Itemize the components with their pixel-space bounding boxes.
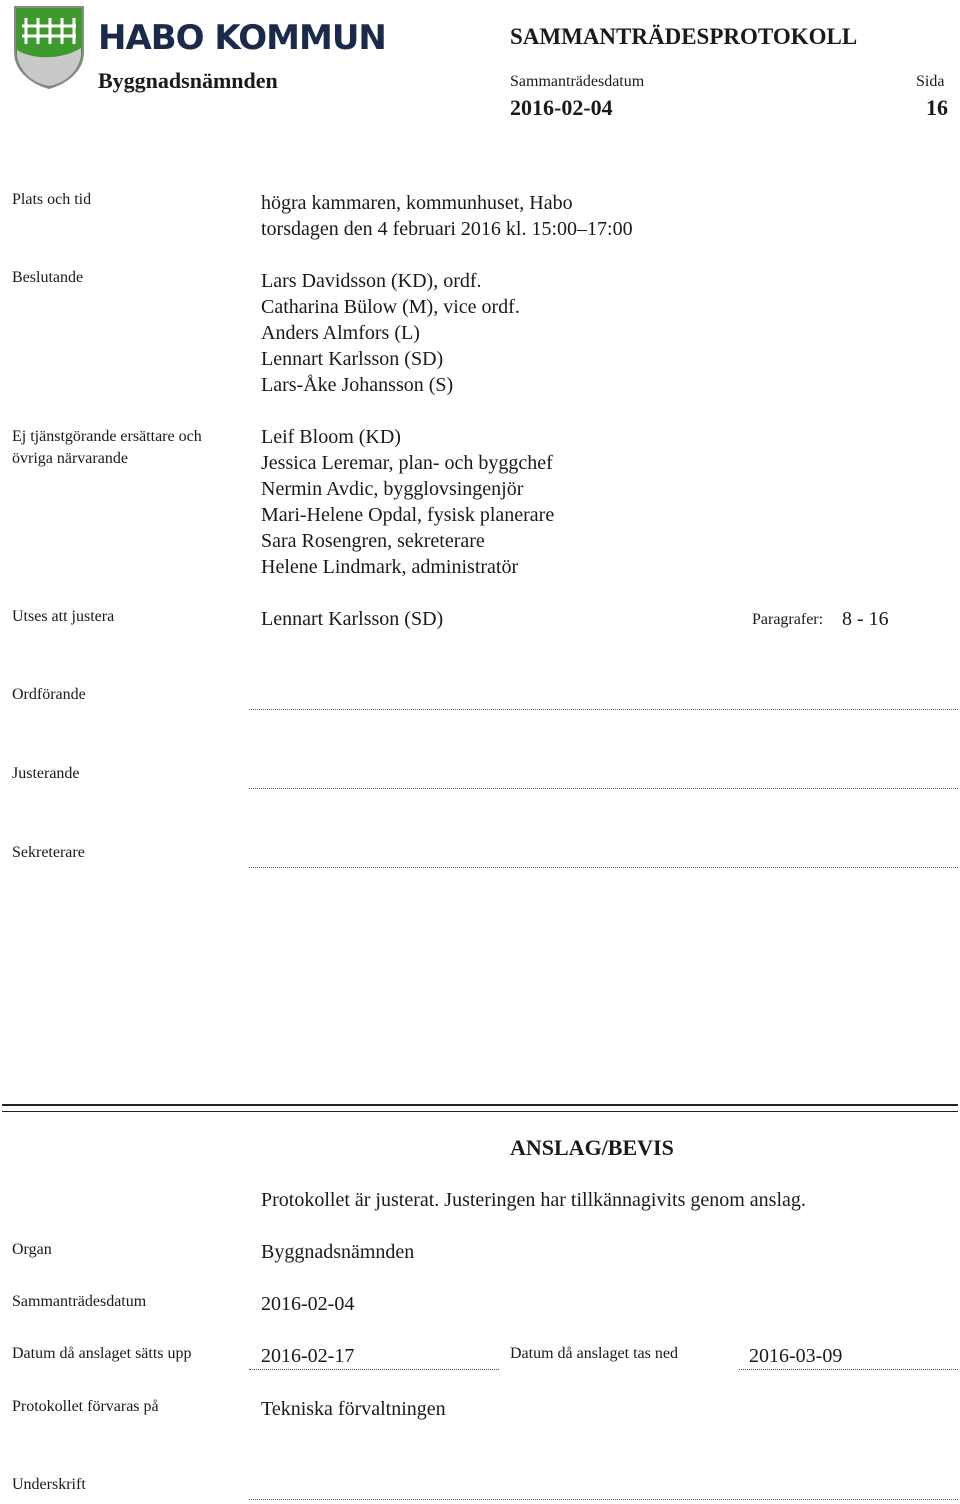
list-item: Leif Bloom (KD) bbox=[261, 426, 401, 448]
list-item: Lars Davidsson (KD), ordf. bbox=[261, 270, 482, 292]
list-item: Anders Almfors (L) bbox=[261, 322, 420, 344]
list-item: Catharina Bülow (M), vice ordf. bbox=[261, 296, 520, 318]
secretary-label: Sekreterare bbox=[12, 844, 85, 861]
adjuster-signature-line[interactable] bbox=[249, 788, 958, 789]
paragraphs-label: Paragrafer: bbox=[752, 611, 824, 628]
posted-date-value[interactable]: 2016-02-17 bbox=[261, 1345, 355, 1367]
document-type: SAMMANTRÄDESPROTOKOLL bbox=[510, 24, 858, 49]
deciding-label: Beslutande bbox=[12, 269, 84, 286]
place-label: Plats och tid bbox=[12, 191, 92, 208]
signature-label: Underskrift bbox=[12, 1476, 86, 1493]
notice-date-value: 2016-02-04 bbox=[261, 1293, 355, 1315]
list-item: Mari-Helene Opdal, fysisk planerare bbox=[261, 504, 555, 526]
meeting-date-label: Sammanträdesdatum bbox=[510, 73, 645, 90]
organ-label: Organ bbox=[12, 1241, 52, 1258]
removed-date-label: Datum då anslaget tas ned bbox=[510, 1345, 678, 1362]
list-item: Lars-Åke Johansson (S) bbox=[261, 374, 454, 396]
others-label-line: Ej tjänstgörande ersättare och bbox=[12, 428, 202, 445]
posted-date-label: Datum då anslaget sätts upp bbox=[12, 1345, 192, 1362]
posted-date-line bbox=[249, 1369, 499, 1370]
notice-date-label: Sammanträdesdatum bbox=[12, 1293, 147, 1310]
list-item: Helene Lindmark, administratör bbox=[261, 556, 519, 578]
notice-title: ANSLAG/BEVIS bbox=[510, 1135, 674, 1160]
section-divider bbox=[2, 1104, 958, 1112]
organ-value: Byggnadsnämnden bbox=[261, 1241, 415, 1263]
signature-line[interactable] bbox=[249, 1499, 958, 1500]
notice-statement: Protokollet är justerat. Justeringen har tillkännagivits genom anslag. bbox=[261, 1189, 806, 1211]
habo-kommun-logo-icon bbox=[12, 4, 86, 90]
time-line: torsdagen den 4 februari 2016 kl. 15:00–17:00 bbox=[261, 218, 633, 240]
list-item: Nermin Avdic, bygglovsingenjör bbox=[261, 478, 524, 500]
storage-value: Tekniska förvaltningen bbox=[261, 1398, 446, 1420]
others-list bbox=[261, 424, 554, 580]
list-item: Jessica Leremar, plan- och byggchef bbox=[261, 452, 553, 474]
meeting-date: 2016-02-04 bbox=[510, 95, 613, 120]
deciding-list bbox=[261, 268, 520, 398]
storage-label: Protokollet förvaras på bbox=[12, 1398, 159, 1415]
adjuster-value: Lennart Karlsson (SD) bbox=[261, 608, 444, 630]
committee-name: Byggnadsnämnden bbox=[98, 68, 278, 93]
removed-date-value[interactable]: 2016-03-09 bbox=[749, 1345, 843, 1367]
secretary-signature-line[interactable] bbox=[249, 867, 958, 868]
place-line: högra kammaren, kommunhuset, Habo bbox=[261, 192, 573, 214]
others-label-line: övriga närvarande bbox=[12, 450, 128, 467]
chair-label: Ordförande bbox=[12, 686, 86, 703]
logo-text: HABO KOMMUN bbox=[98, 18, 386, 58]
adjuster-label: Utses att justera bbox=[12, 608, 115, 625]
page-label: Sida bbox=[916, 73, 945, 90]
removed-date-line bbox=[739, 1369, 958, 1370]
others-label bbox=[12, 426, 202, 470]
place-value bbox=[261, 190, 633, 242]
page-number: 16 bbox=[926, 95, 948, 120]
list-item: Lennart Karlsson (SD) bbox=[261, 348, 444, 370]
chair-signature-line[interactable] bbox=[249, 709, 958, 710]
list-item: Sara Rosengren, sekreterare bbox=[261, 530, 485, 552]
paragraphs-value: 8 - 16 bbox=[842, 608, 889, 630]
adjuster-signature-label: Justerande bbox=[12, 765, 80, 782]
